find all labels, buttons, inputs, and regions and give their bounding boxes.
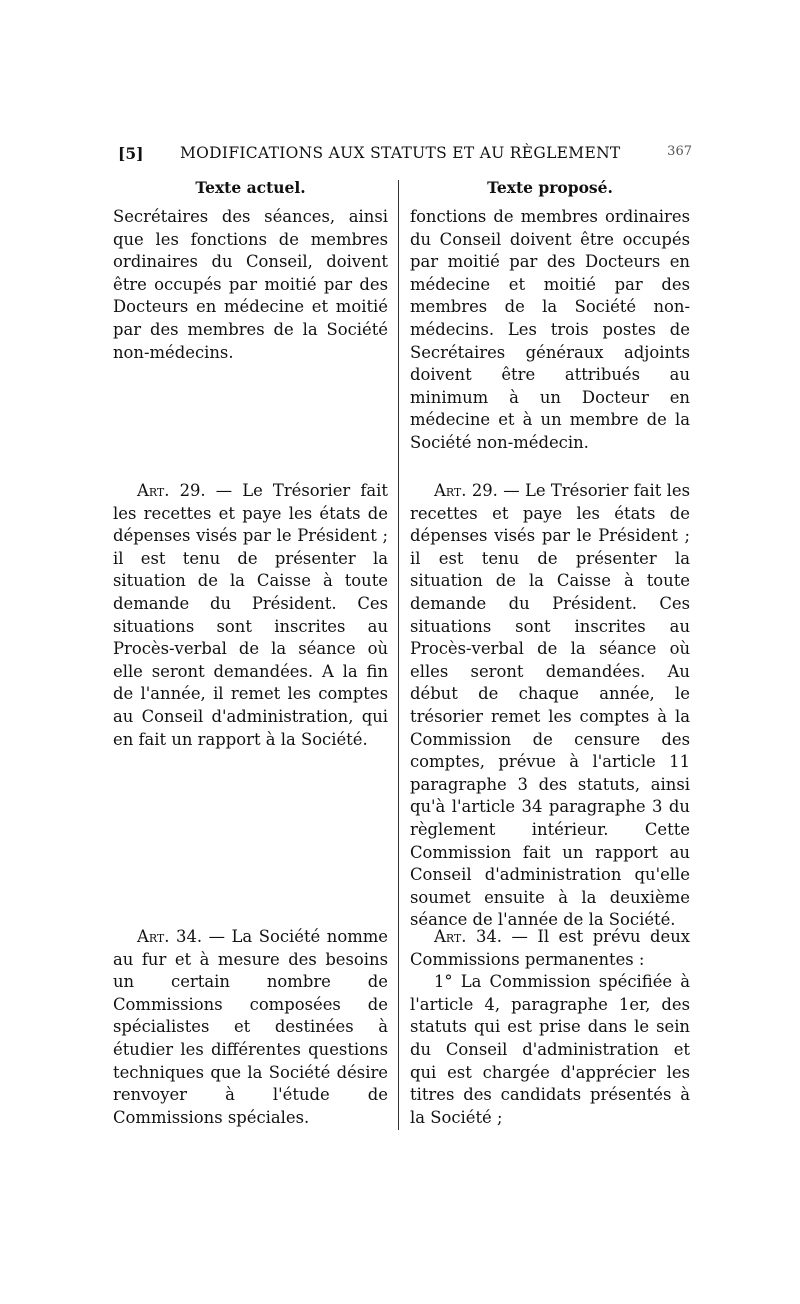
heading-current-text: Texte actuel. — [195, 178, 306, 197]
proposed-article-29-label: Art. 29. — [434, 481, 498, 500]
proposed-block-fonctions-text: fonctions de membres ordinaires du Conseil doivent être occupés par moitié par des Docteurs en médecine et moitié par des membres de la Société non-médecins. Les trois postes de Secrétaires généraux adjoints doivent être attribués au minimum à un Docteur en médecine et à un membre de la Société non-médecin. — [410, 207, 690, 452]
current-article-29-paragraph — [113, 480, 388, 751]
folio: 367 — [667, 144, 692, 159]
column-current-text — [113, 176, 389, 1127]
current-article-29 — [113, 480, 388, 751]
current-article-34-label: Art. 34. — [137, 927, 203, 946]
proposed-article-34 — [410, 926, 690, 1129]
current-article-29-text: — Le Trésorier fait les recettes et paye les états de dépenses visés par le Président ; il est tenu de présenter la situation de la Caisse à toute demande du Président. Ces situations sont inscrites au Procès-verbal de la séance où elle seront demandées. A la fin de l'année, il remet les comptes au Conseil d'administration, qui en fait un rapport à la Société. — [113, 481, 389, 749]
column-divider — [398, 180, 399, 1130]
current-block-secretaires-text: Secrétaires des séances, ainsi que les fonctions de membres ordinaires du Conseil, doivent être occupés par moitié par des Docteurs en médecine et moitié par des membres de la Société non-médecins. — [113, 207, 388, 362]
proposed-block-fonctions — [410, 206, 690, 455]
current-article-34-text: — La Société nomme au fur et à mesure des besoins un certain nombre de Commissions composées de spécialistes et destinées à étudier les différentes questions techniques que la Société désire renvoyer à l'étude de Commissions spéciales. — [113, 927, 388, 1127]
proposed-article-34-label: Art. 34. — [434, 927, 503, 946]
current-article-34 — [113, 926, 388, 1129]
page-header — [118, 144, 692, 166]
current-article-29-label: Art. 29. — [137, 481, 206, 500]
proposed-article-34-item-1: 1° La Commission spécifiée à l'article 4, paragraphe 1er, des statuts qui est prise dans le sein du Conseil d'administration et qui est chargée d'apprécier les titres des candidats présentés à la Société ; — [410, 972, 690, 1127]
current-article-34-paragraph — [113, 926, 388, 1129]
running-title: MODIFICATIONS AUX STATUTS ET AU RÈGLEMENT — [180, 144, 621, 162]
proposed-article-34-paragraph — [410, 926, 690, 971]
column-proposed-text — [410, 176, 690, 1127]
current-block-secretaires — [113, 206, 388, 364]
page-number: [5] — [118, 144, 144, 163]
proposed-article-29-paragraph — [410, 480, 690, 932]
heading-proposed-text: Texte proposé. — [487, 178, 613, 197]
proposed-article-29 — [410, 480, 690, 932]
proposed-article-34-text: — Il est prévu deux Commissions permanentes : — [410, 927, 690, 969]
proposed-article-29-text: — Le Trésorier fait les recettes et paye les états de dépenses visés par le Président ; il est tenu de présenter la situation de la Caisse à toute demande du Président. Ces situations sont inscrites au Procès-verbal de la séance où elles seront demandées. Au début de chaque année, le trésorier remet les comptes à la Commission de censure des comptes, prévue à l'article 11 paragraphe 3 des statuts, ainsi qu'à l'article 34 paragraphe 3 du règlement intérieur. Cette Commission fait un rapport au Conseil d'administration qu'elle soumet ensuite à la deuxième séance de l'année de la Société. — [410, 481, 690, 930]
